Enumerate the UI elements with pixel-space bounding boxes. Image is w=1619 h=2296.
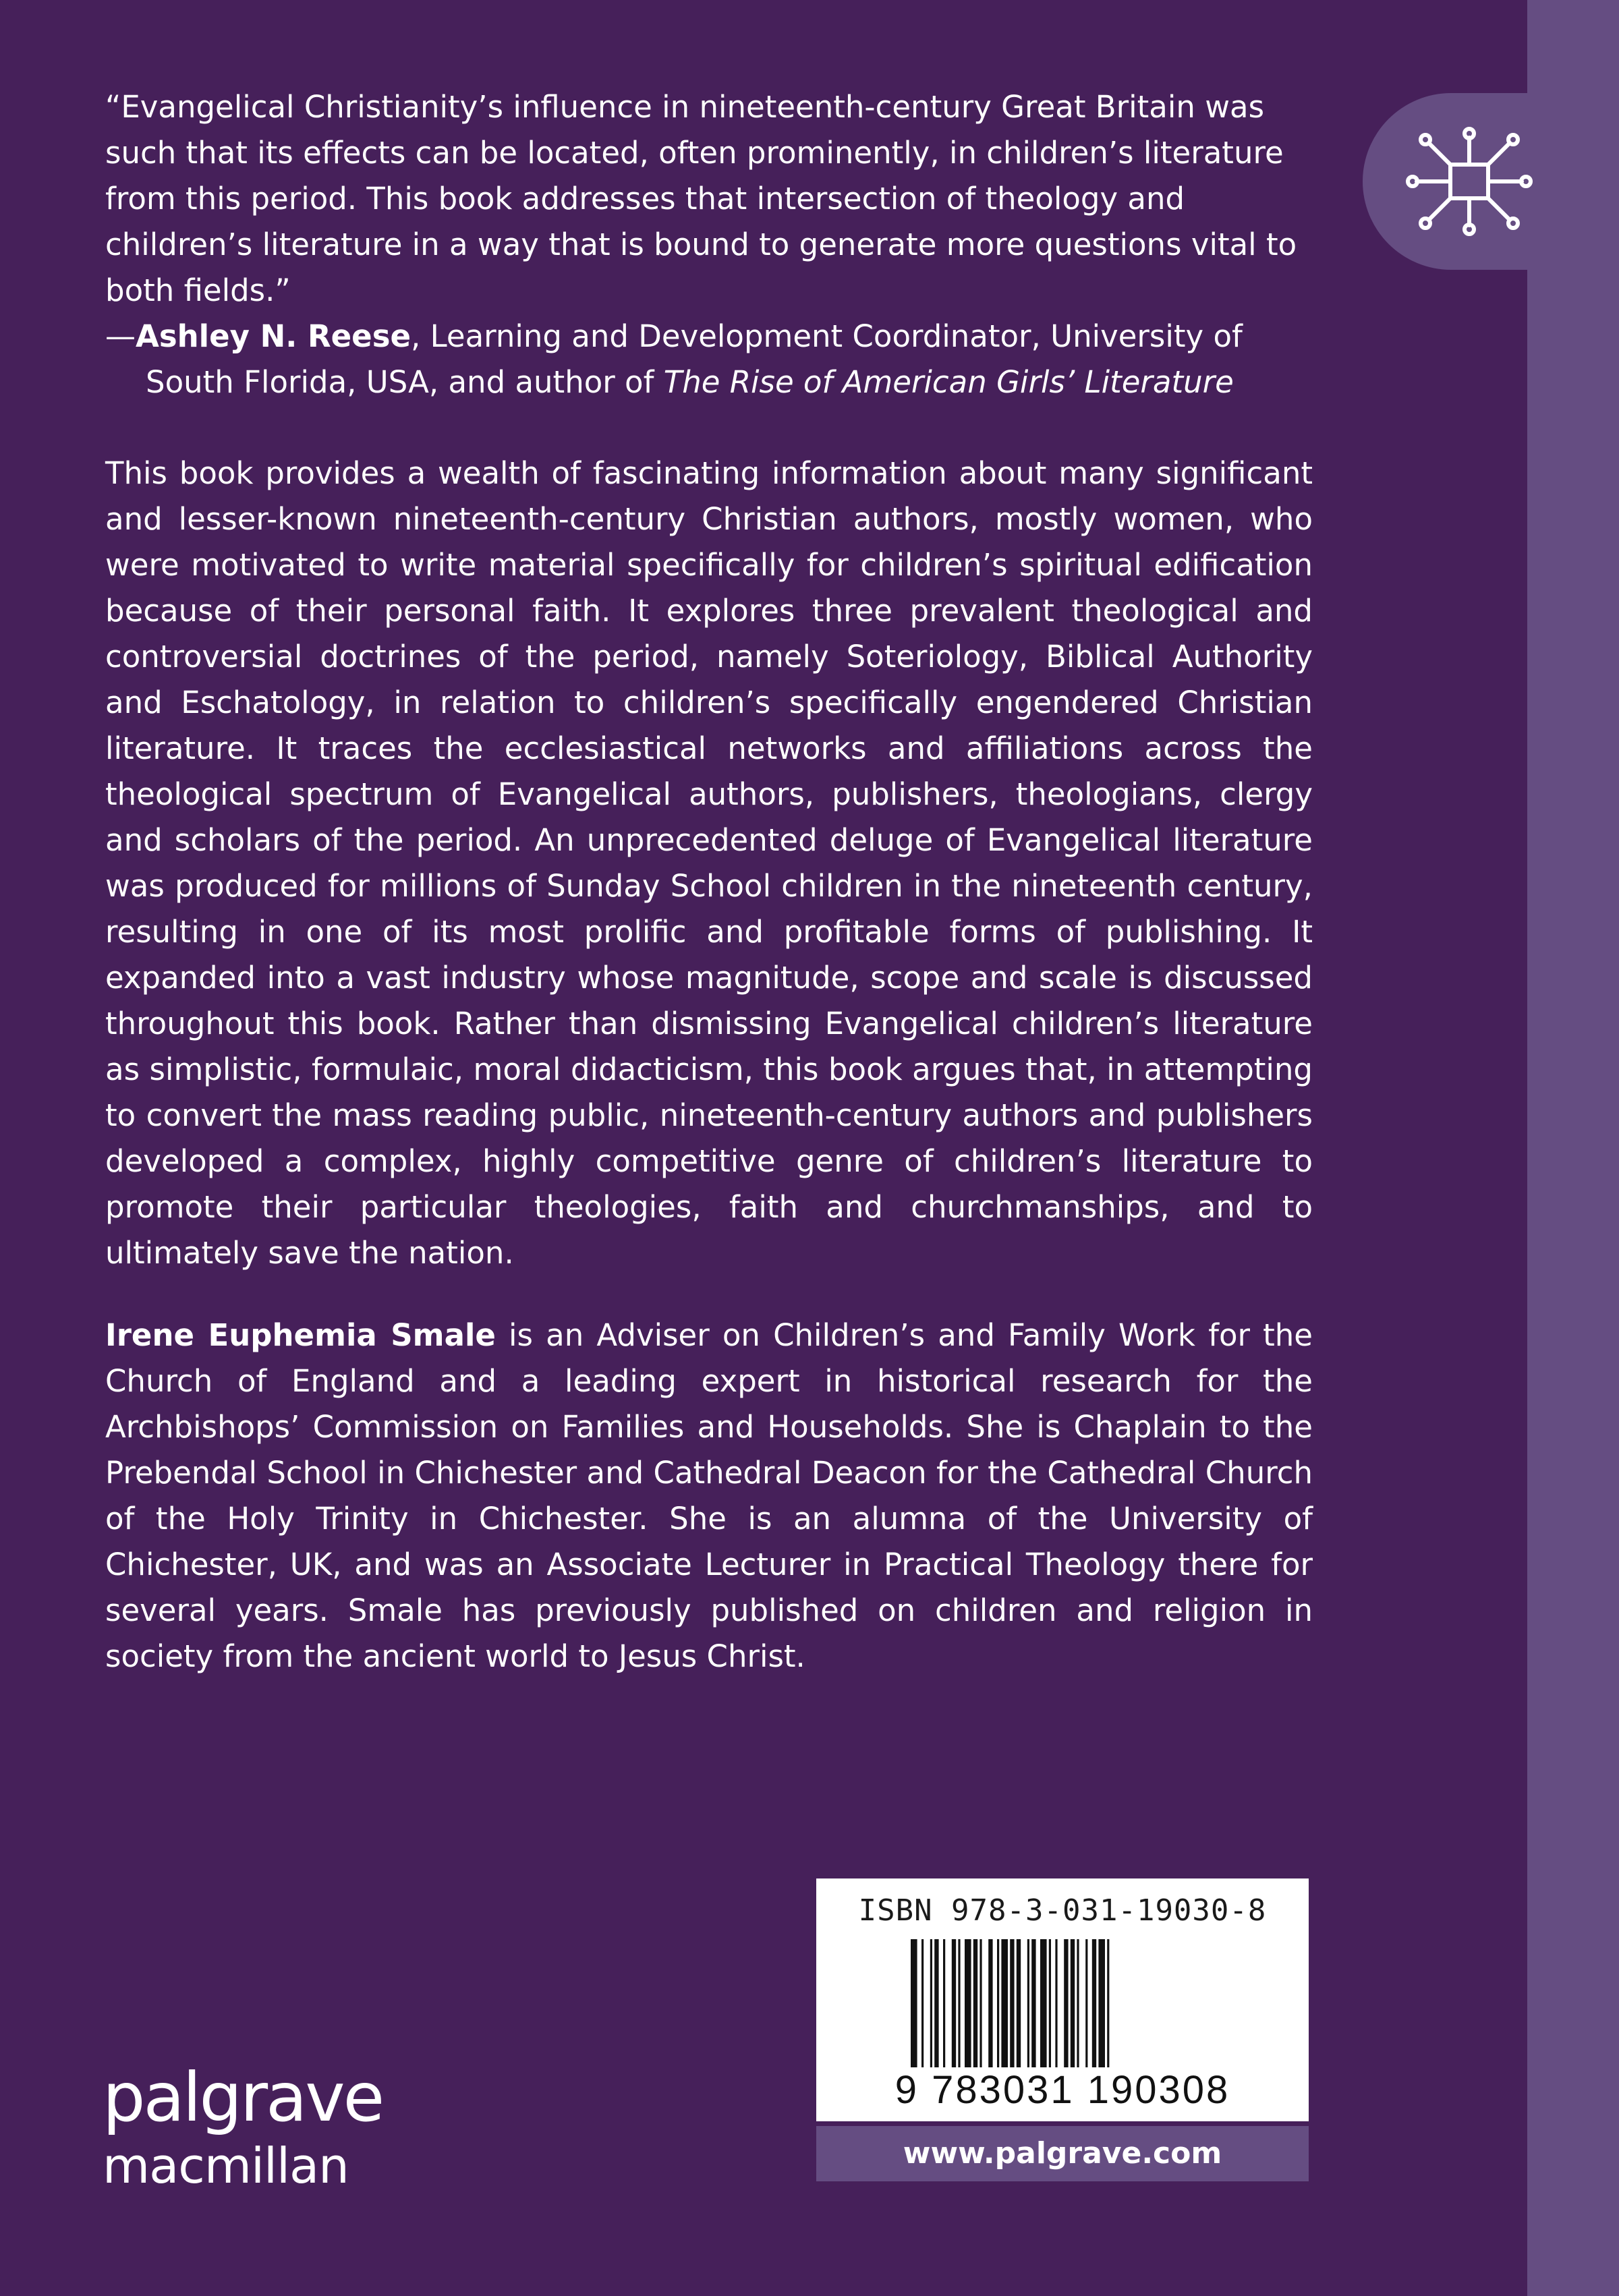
isbn-barcode xyxy=(816,1878,1309,2121)
book-description: This book provides a wealth of fascinating information about many significant and lesser-known nineteenth-century Christian authors, mostly women, who were motivated to write material specifically for children’s spiritual edification because of their personal faith. It explores three prevalent theological and controversial doctrines of the period, namely Soteriology, Biblical Authority and Eschatology, in relation to children’s specifically engendered Christian literature. It traces the ecclesiastical networks and affiliations across the theological spectrum of Evangelical authors, publishers, theologians, clergy and scholars of the period. An unprecedented deluge of Evangelical literature was produced for millions of Sunday School children in the nineteenth century, resulting in one of its most prolific and profitable forms of publishing. It expanded into a vast industry whose magnitude, scope and scale is discussed throughout this book. Rather than dismissing Evangelical children’s literature as simplistic, formulaic, moral didacticism, this book argues that, in attempting to convert the mass reading public, nineteenth-century authors and publishers developed a complex, highly competitive genre of children’s literature to promote their particular theologies, faith and churchmanships, and to ultimately save the nation. xyxy=(105,455,1313,1271)
barcode-bar xyxy=(1040,1939,1047,2067)
barcode-bar xyxy=(943,1939,945,2067)
barcode-bar xyxy=(1031,1939,1035,2067)
barcode-bar xyxy=(1049,1939,1051,2067)
publisher-url: www.palgrave.com xyxy=(816,2126,1309,2181)
barcode-bar xyxy=(911,1939,917,2067)
author-bio-text: is an Adviser on Children’s and Family Work for the Church of England and a leading expert in historical research for the Archbishops’ Commission on Families and Households. She is Chaplain to the Prebendal School in Chichester and Cathedral Deacon for the Cathedral Church of the Holy Trinity in Chichester. She is an alumna of the University of Chichester, UK, and was an Associate Lecturer in Practical Theology there for several years. Smale has previously published on children and religion in society from the ancient world to Jesus Christ. xyxy=(105,1317,1313,1674)
barcode-bar xyxy=(1017,1939,1021,2067)
barcode-bar xyxy=(921,1939,924,2067)
spine-strip xyxy=(1527,0,1619,2296)
barcode-bar xyxy=(1107,1939,1109,2067)
barcode-bar xyxy=(1027,1939,1029,2067)
barcode-bar xyxy=(1010,1939,1014,2067)
barcode-bar xyxy=(930,1939,932,2067)
barcode-bar xyxy=(979,1939,982,2067)
barcode-bar xyxy=(988,1939,992,2067)
barcode-bar xyxy=(958,1939,960,2067)
quote-text: “Evangelical Christianity’s influence in nineteenth-century Great Britain was such that its effects can be located, often prominently, in children’s literature from this period. This book addresses that intersection of theology and children’s literature in a way that is bound to generate more questions vital to both fields.” xyxy=(105,89,1297,308)
barcode-bar xyxy=(934,1939,938,2067)
author-bio xyxy=(105,1313,1313,1680)
isbn-label: ISBN 978-3-031-19030-8 xyxy=(858,1893,1267,1928)
barcode-icon xyxy=(911,1939,1214,2067)
palgrave-macmillan-logo xyxy=(103,2058,383,2196)
barcode-bar xyxy=(1055,1939,1057,2067)
endorsement-quote xyxy=(105,84,1313,405)
author-name: Irene Euphemia Smale xyxy=(105,1317,496,1353)
barcode-bar xyxy=(997,1939,999,2067)
barcode-bar xyxy=(1071,1939,1075,2067)
barcode-bar xyxy=(1098,1939,1105,2067)
back-cover-text xyxy=(105,84,1313,1680)
publisher-logo-tab xyxy=(1363,93,1619,270)
logo-line-palgrave: palgrave xyxy=(103,2058,383,2137)
barcode-bar xyxy=(952,1939,956,2067)
barcode-digits: 9 783031 190308 xyxy=(894,2068,1230,2112)
barcode-bar xyxy=(973,1939,977,2067)
quote-book-title: The Rise of American Girls’ Literature xyxy=(663,364,1234,400)
barcode-bar xyxy=(1077,1939,1079,2067)
palgrave-network-icon xyxy=(1402,117,1537,246)
logo-line-macmillan: macmillan xyxy=(103,2137,349,2194)
quote-affiliation: , Learning and Development Coordinator, University of South Florida, USA, and author of xyxy=(146,318,1243,400)
barcode-bar xyxy=(1085,1939,1087,2067)
quote-attribution xyxy=(105,314,1313,405)
barcode-bar xyxy=(965,1939,971,2067)
quote-dash: — xyxy=(105,318,136,354)
barcode-bar xyxy=(1064,1939,1068,2067)
quote-author: Ashley N. Reese xyxy=(136,318,411,354)
barcode-bar xyxy=(1001,1939,1008,2067)
barcode-bar xyxy=(1092,1939,1096,2067)
